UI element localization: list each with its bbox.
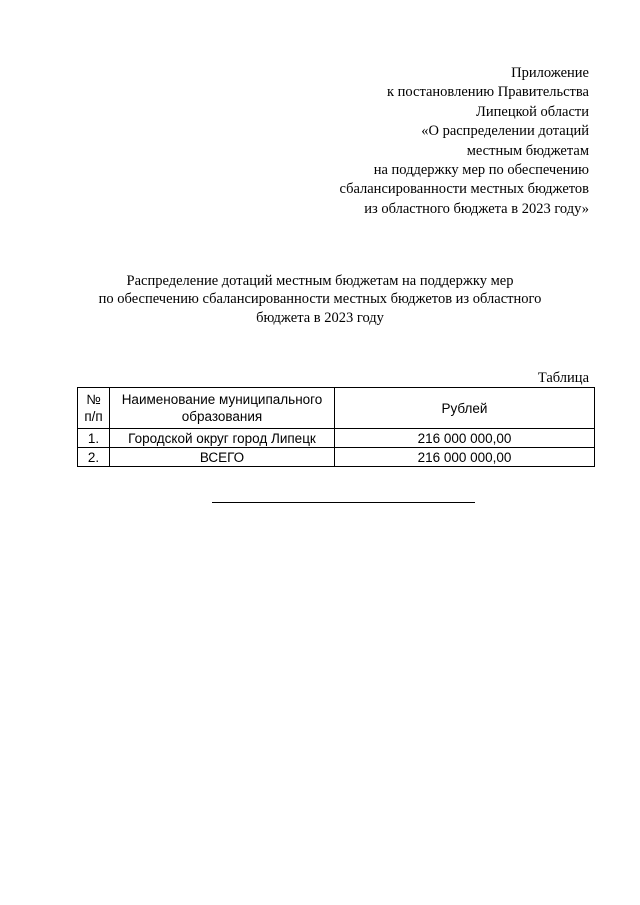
- appendix-line: «О распределении дотаций: [421, 123, 589, 140]
- table-row: [78, 429, 595, 448]
- title-line: по обеспечению сбалансированности местных бюджетов из областного: [98, 291, 542, 308]
- header-name: [110, 388, 335, 429]
- appendix-line: местным бюджетам: [466, 142, 589, 159]
- row-number: 1.: [78, 429, 110, 448]
- appendix-line: сбалансированности местных бюджетов: [339, 181, 589, 198]
- header-number-line2: п/п: [84, 409, 103, 424]
- row-amount: 216 000 000,00: [335, 429, 595, 448]
- table-header-row: [78, 388, 595, 429]
- table-caption: Таблица: [537, 370, 589, 386]
- row-name: ВСЕГО: [110, 448, 335, 467]
- appendix-line: к постановлению Правительства: [387, 84, 589, 101]
- header-name-line1: Наименование муниципального: [121, 392, 323, 407]
- appendix-line: Липецкой области: [476, 103, 589, 120]
- header-name-line2: образования: [181, 409, 263, 424]
- title-line: бюджета в 2023 году: [256, 309, 384, 326]
- header-number-line1: №: [86, 392, 101, 407]
- document-title: [0, 272, 640, 327]
- header-amount: Рублей: [335, 388, 595, 429]
- appendix-line: Приложение: [511, 65, 589, 81]
- end-divider: [212, 502, 475, 503]
- row-name: Городской округ город Липецк: [110, 429, 335, 448]
- row-amount: 216 000 000,00: [335, 448, 595, 467]
- distribution-table: [77, 387, 595, 467]
- appendix-line: из областного бюджета в 2023 году»: [364, 200, 589, 217]
- header-number: [78, 388, 110, 429]
- title-line: Распределение дотаций местным бюджетам на поддержку мер: [126, 273, 514, 289]
- appendix-block: [339, 64, 589, 219]
- row-number: 2.: [78, 448, 110, 467]
- table-row: [78, 448, 595, 467]
- appendix-line: на поддержку мер по обеспечению: [373, 162, 589, 179]
